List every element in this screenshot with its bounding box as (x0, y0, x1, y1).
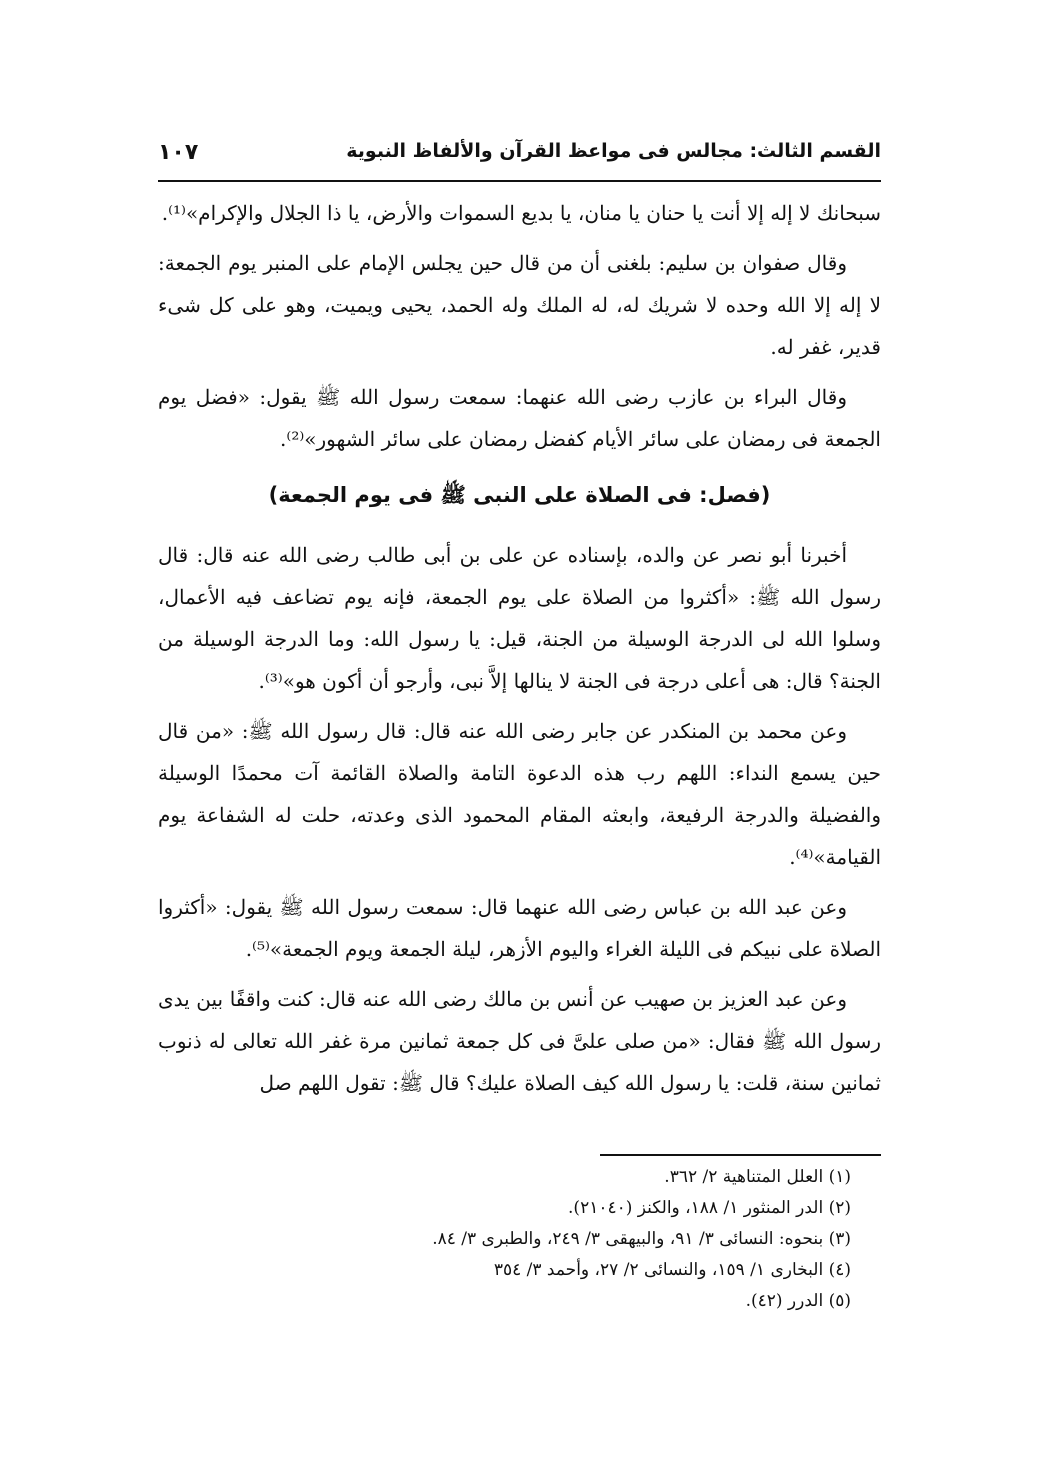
footnotes (300, 1162, 851, 1317)
header-title: القسم الثالث: مجالس فى مواعظ القرآن والألفاظ النبوية (346, 140, 881, 162)
footnote: (٣) بنحوه: النسائى ٣/ ٩١، والبيهقى ٣/ ٢٤٩، والطبرى ٣/ ٨٤. (432, 1229, 851, 1249)
section-heading: (فصل: فى الصلاة على النبى ﷺ فى يوم الجمعة) (268, 483, 771, 507)
paragraph: وعن عبد الله بن عباس رضى الله عنهما قال: سمعت رسول الله ﷺ يقول: «أكثروا الصلاة على نبيكم فى الليلة الغراء واليوم الأزهر، ليلة الجمعة ويوم الجمعة»⁽⁵⁾. (158, 895, 881, 961)
paragraph: وعن محمد بن المنكدر عن جابر رضى الله عنه قال: قال رسول الله ﷺ: «من قال حين يسمع النداء: اللهم رب هذه الدعوة التامة والصلاة القائمة آت محمدًا الوسيلة والفضيلة والدرجة الرفيعة، وابعثه المقام المحمود الذى وعدته، حلت له الشفاعة يوم القيامة»⁽⁴⁾. (158, 719, 881, 869)
footnote: (٤) البخارى ١/ ١٥٩، والنسائى ٢/ ٢٧، وأحمد ٣/ ٣٥٤ (493, 1260, 851, 1280)
paragraph: وقال صفوان بن سليم: بلغنى أن من قال حين يجلس الإمام على المنبر يوم الجمعة: لا إله إلا الله وحده لا شريك له، له الملك وله الحمد، يحيى ويميت، وهو على كل شىء قدير، غفر له. (158, 251, 881, 359)
paragraph: سبحانك لا إله إلا أنت يا حنان يا منان، يا بديع السموات والأرض، يا ذا الجلال والإكرام»⁽¹⁾. (161, 201, 881, 225)
footnote: (٥) الدرر (٤٢). (745, 1291, 851, 1311)
footnote-rule (600, 1154, 881, 1156)
paragraph: وعن عبد العزيز بن صهيب عن أنس بن مالك رضى الله عنه قال: كنت واقفًا بين يدى رسول الله ﷺ فقال: «من صلى علىَّ فى كل جمعة ثمانين مرة غفر الله تعالى له ذنوب ثمانين سنة، قلت: يا رسول الله كيف الصلاة عليك؟ قال ﷺ: تقول اللهم صل (158, 987, 881, 1095)
running-header (158, 140, 881, 176)
footnote: (٢) الدر المنثور ١/ ١٨٨، والكنز (٢١٠٤٠). (568, 1198, 851, 1218)
header-rule (158, 180, 881, 182)
main-text (158, 192, 881, 1112)
paragraph: أخبرنا أبو نصر عن والده، بإسناده عن على بن أبى طالب رضى الله عنه قال: قال رسول الله ﷺ: «أكثروا من الصلاة على يوم الجمعة، فإنه يوم تضاعف فيه الأعمال، وسلوا الله لى الدرجة الوسيلة من الجنة، قيل: يا رسول الله: وما الدرجة الوسيلة من الجنة؟ قال: هى أعلى درجة فى الجنة لا ينالها إلاَّ نبى، وأرجو أن أكون هو»⁽³⁾. (158, 543, 881, 693)
footnote: (١) العلل المتناهية ٢/ ٣٦٢. (664, 1167, 851, 1187)
paragraph: وقال البراء بن عازب رضى الله عنهما: سمعت رسول الله ﷺ يقول: «فضل يوم الجمعة فى رمضان على سائر الأيام كفضل رمضان على سائر الشهور»⁽²⁾. (158, 385, 881, 451)
page-number: ١٠٧ (158, 140, 199, 165)
